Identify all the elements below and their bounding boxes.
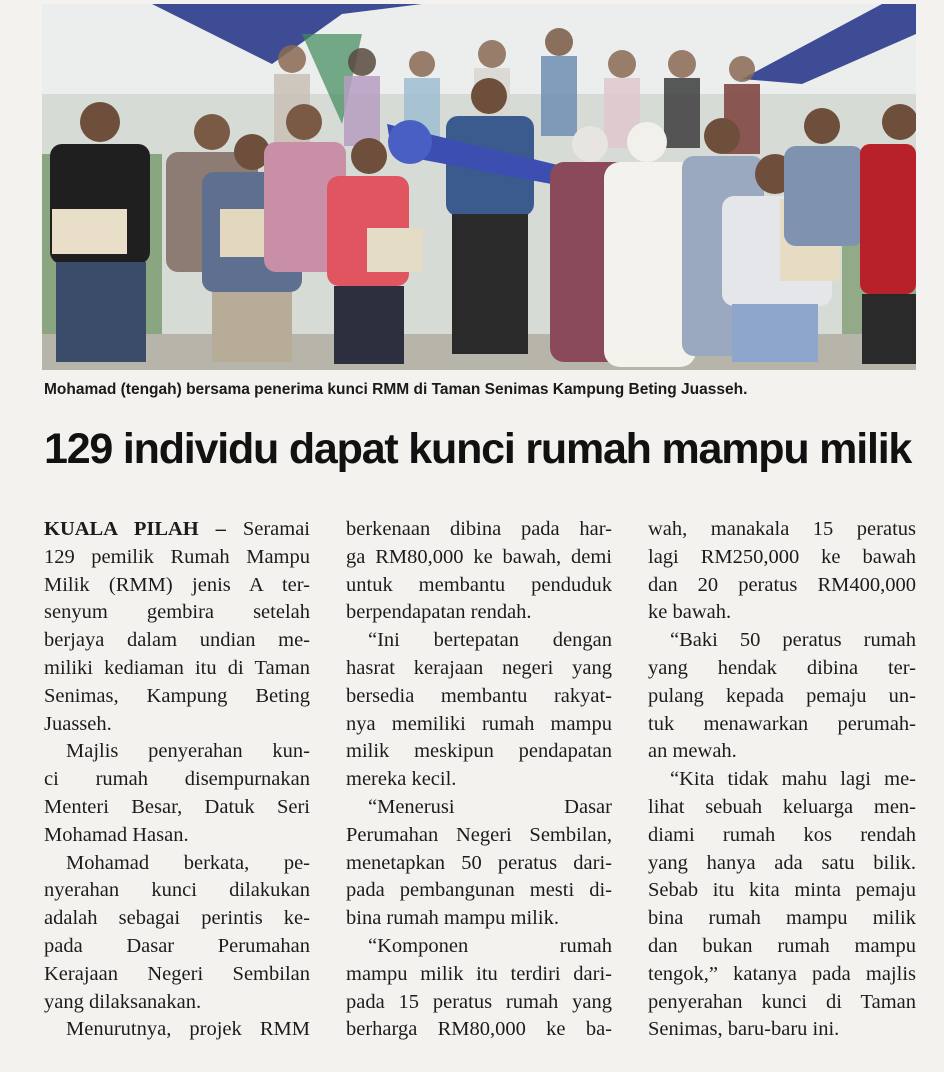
article-line: Sebab itu kita minta pemaju <box>648 879 916 902</box>
article-line: dan bukan rumah mampu <box>648 934 916 957</box>
article-line: 129 pemilik Rumah Mampu <box>44 545 310 568</box>
article-line: milik meskipun pendapatan <box>346 740 612 763</box>
article-line: Senimas, baru-baru ini. <box>648 1018 840 1041</box>
article-line: adalah sebagai perintis ke- <box>44 907 310 930</box>
article-line: Menurutnya, projek RMM <box>66 1018 310 1041</box>
article-line: berpendapatan rendah. <box>346 601 532 624</box>
article-line: bersedia membantu rakyat- <box>346 684 612 707</box>
article-line: tengok,” katanya pada majlis <box>648 962 916 985</box>
article-line: “Ini bertepatan dengan <box>368 629 612 652</box>
article-line: lagi RM250,000 ke bawah <box>648 545 916 568</box>
article-line: pada Dasar Perumahan <box>44 934 310 957</box>
article-line: Menteri Besar, Datuk Seri <box>44 795 310 818</box>
article-line: an mewah. <box>648 740 737 763</box>
article-line: senyum gembira setelah <box>44 601 310 624</box>
photo-caption: Mohamad (tengah) bersama penerima kunci RMM di Taman Senimas Kampung Beting Juasseh. <box>44 381 748 398</box>
article-line: “Baki 50 peratus rumah <box>670 629 916 652</box>
article-line: “Komponen rumah <box>368 934 612 957</box>
article-line: ci rumah disempurnakan <box>44 768 310 791</box>
article-line: nyerahan kunci dilakukan <box>44 879 310 902</box>
article-line: penyerahan kunci di Taman <box>648 990 916 1013</box>
article-line: pada 15 peratus rumah yang <box>346 990 612 1013</box>
article-line: dan 20 peratus RM400,000 <box>648 573 916 596</box>
dateline: KUALA PILAH – <box>44 518 226 540</box>
article-line: yang hendak dibina ter- <box>648 656 916 679</box>
article-line: untuk membantu penduduk <box>346 573 612 596</box>
article-line: Milik (RMM) jenis A ter- <box>44 573 310 596</box>
article-line: mampu milik itu terdiri dari- <box>346 962 612 985</box>
article-line: pulang kepada pemaju un- <box>648 684 916 707</box>
article-line: mereka kecil. <box>346 768 457 791</box>
article-line: bina rumah mampu milik <box>648 907 916 930</box>
article-line: yang hanya ada satu bilik. <box>648 851 916 874</box>
article-line: Perumahan Negeri Sembilan, <box>346 823 612 846</box>
article-column-1 <box>44 516 310 1044</box>
article-line: Senimas, Kampung Beting <box>44 684 310 707</box>
article-line: “Menerusi Dasar <box>368 795 612 818</box>
article-line: Mohamad berkata, pe- <box>66 851 310 874</box>
news-photo <box>42 4 916 370</box>
article-line: yang dilaksanakan. <box>44 990 202 1013</box>
article-line: pada pembangunan mesti di- <box>346 879 612 902</box>
dateline-rest: Seramai <box>225 518 311 540</box>
article-line <box>44 516 310 544</box>
article-line: tuk menawarkan perumah- <box>648 712 916 735</box>
article-column-2 <box>346 516 612 1044</box>
article-line: miliki kediaman itu di Taman <box>44 656 310 679</box>
article-line: berharga RM80,000 ke ba- <box>346 1018 612 1041</box>
article-line: Mohamad Hasan. <box>44 823 189 846</box>
article-line: ga RM80,000 ke bawah, demi <box>346 545 612 568</box>
headline: 129 individu dapat kunci rumah mampu milik <box>44 425 912 473</box>
article-line: Juasseh. <box>44 712 112 735</box>
article-line: “Kita tidak mahu lagi me- <box>670 768 916 791</box>
article-line: wah, manakala 15 peratus <box>648 518 916 540</box>
article-line: diami rumah kos rendah <box>648 823 916 846</box>
article-line: hasrat kerajaan negeri yang <box>346 656 612 679</box>
article-line: bina rumah mampu milik. <box>346 907 559 930</box>
article-line: berkenaan dibina pada har- <box>346 518 612 540</box>
article-line: ke bawah. <box>648 601 732 624</box>
article-line: berjaya dalam undian me- <box>44 629 310 652</box>
article-line: Majlis penyerahan kun- <box>66 740 310 763</box>
article-line: lihat sebuah keluarga men- <box>648 795 916 818</box>
article-line: Kerajaan Negeri Sembilan <box>44 962 310 985</box>
article-column-3 <box>648 516 916 1044</box>
group-photo-illustration <box>42 4 916 370</box>
article-line: menetapkan 50 peratus dari- <box>346 851 612 874</box>
article-line: nya memiliki rumah mampu <box>346 712 612 735</box>
